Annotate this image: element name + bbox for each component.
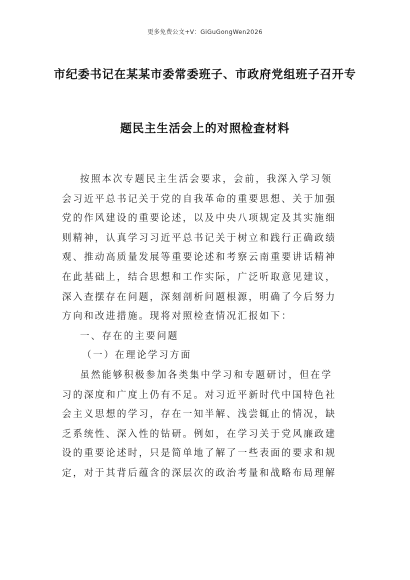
- body-line: 党的作风建设的重要论述，以及中央八项规定及其实施细: [62, 213, 337, 225]
- body-line: 深入查摆存在问题，深刻剖析问题根源，明确了今后努力: [62, 291, 337, 303]
- body-line: 在此基础上，结合思想和工作实际，广泛听取意见建议，: [62, 271, 337, 283]
- body-line: 设的重要论述时，只是简单地了解了一些表面的要求和规: [62, 448, 337, 460]
- body-line: 虽然能够积极参加各类集中学习和专题研讨，但在学: [80, 369, 333, 381]
- body-line: 则精神，认真学习习近平总书记关于树立和践行正确政绩: [62, 232, 337, 244]
- body-line: 乏系统性、深入性的钻研。例如，在学习关于党风廉政建: [62, 428, 337, 440]
- body-line: 按照本次专题民主生活会要求，会前，我深入学习领: [80, 174, 333, 185]
- document-body: [62, 170, 352, 484]
- body-line: 方向和改进措施。现将对照检查情况汇报如下：: [62, 311, 293, 323]
- body-line: 习的深度和广度上仍有不足。对习近平新时代中国特色社: [62, 389, 337, 401]
- body-line: 会主义思想的学习，存在一知半解、浅尝辄止的情况，缺: [62, 409, 337, 421]
- body-line: 会习近平总书记关于党的自我革命的重要思想、关于加强: [62, 193, 337, 205]
- document-title-line-2: 题民主生活会上的对照检查材料: [120, 121, 290, 135]
- body-line: 定，对于其背后蕴含的深层次的政治考量和战略布局理解: [62, 467, 337, 479]
- subsection-heading: （一）在理论学习方面: [82, 350, 192, 362]
- header-note: 更多免费公文+V：GiGuGongWen2026: [147, 29, 263, 36]
- body-line: 观、推动高质量发展等重要论述和考察云南重要讲话精神: [62, 252, 337, 264]
- section-heading: 一、存在的主要问题: [80, 330, 179, 342]
- document-title-line-1: 市纪委书记在某某市委常委班子、市政府党组班子召开专: [53, 67, 357, 81]
